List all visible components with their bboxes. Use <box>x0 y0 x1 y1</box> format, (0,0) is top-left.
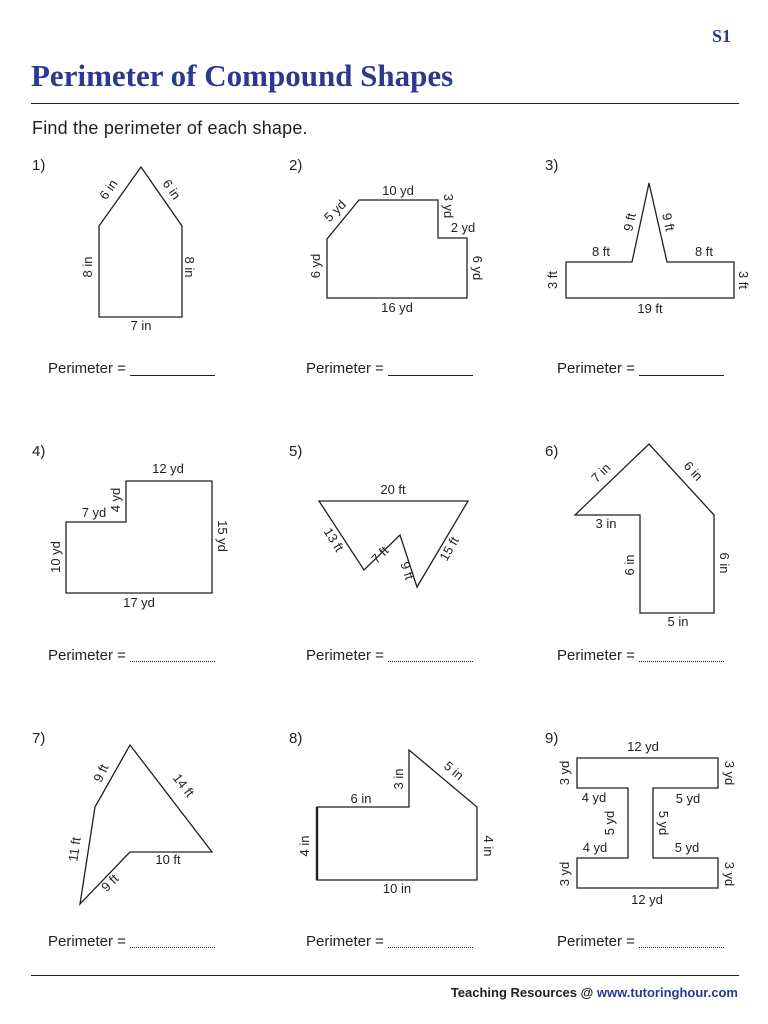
dimension-label: 4 yd <box>108 487 123 513</box>
dimension-label: 6 in <box>680 458 706 484</box>
perimeter-label: Perimeter = <box>557 360 635 377</box>
perimeter-label: Perimeter = <box>48 360 126 377</box>
shape-9 <box>577 758 718 888</box>
dimension-label: 5 yd <box>674 840 700 855</box>
footer-divider <box>31 975 739 976</box>
problem-number: 4) <box>32 443 46 460</box>
dimension-label: 3 yd <box>557 861 572 887</box>
problem-number: 5) <box>289 443 303 460</box>
dimension-label: 9 ft <box>659 211 678 233</box>
dimension-label: 5 yd <box>320 196 349 225</box>
dimension-label: 7 yd <box>81 505 107 520</box>
problem-number: 2) <box>289 157 303 174</box>
perimeter-label: Perimeter = <box>48 933 126 950</box>
dimension-label: 7 in <box>588 460 614 486</box>
dimension-label: 19 ft <box>637 301 663 316</box>
dimension-label: 15 yd <box>215 520 230 552</box>
problem-number: 6) <box>545 443 559 460</box>
problem-number: 3) <box>545 157 559 174</box>
perimeter-label: Perimeter = <box>48 647 126 664</box>
problem-number: 7) <box>32 730 46 747</box>
dimension-label: 6 yd <box>470 255 485 281</box>
dimension-label: 6 in <box>350 791 372 806</box>
dimension-label: 3 yd <box>441 193 456 219</box>
set-code: S1 <box>712 26 732 46</box>
dimension-label: 7 ft <box>368 543 392 567</box>
dimension-label: 7 in <box>130 318 152 333</box>
perimeter-label: Perimeter = <box>306 360 384 377</box>
dimension-label: 8 ft <box>591 244 611 259</box>
dimension-label: 4 yd <box>581 790 607 805</box>
dimension-label: 5 yd <box>656 810 671 836</box>
dimension-label: 5 in <box>441 758 467 784</box>
dimension-label: 3 yd <box>557 760 572 786</box>
dimension-label: 5 in <box>667 614 689 629</box>
footer-prefix: Teaching Resources @ <box>450 985 597 1000</box>
shape-3 <box>566 183 734 298</box>
dimension-label: 9 ft <box>90 761 112 785</box>
dimension-label: 6 in <box>159 176 184 203</box>
dimension-label: 12 yd <box>627 739 659 754</box>
dimension-label: 3 ft <box>736 270 751 290</box>
dimension-label: 13 ft <box>320 524 347 555</box>
dimension-label: 3 in <box>391 768 406 790</box>
dimension-label: 3 yd <box>722 760 737 786</box>
dimension-label: 6 in <box>622 554 637 576</box>
dimension-label: 4 yd <box>582 840 608 855</box>
dimension-label: 6 in <box>717 552 732 574</box>
dimension-label: 3 in <box>595 516 617 531</box>
dimension-label: 12 yd <box>631 892 663 907</box>
dimension-label: 3 ft <box>545 270 560 290</box>
perimeter-label: Perimeter = <box>306 933 384 950</box>
dimension-label: 2 yd <box>450 220 476 235</box>
dimension-label: 9 ft <box>98 871 122 895</box>
shape-4 <box>66 481 212 593</box>
dimension-label: 12 yd <box>152 461 184 476</box>
perimeter-label: Perimeter = <box>557 647 635 664</box>
dimension-label: 4 in <box>481 835 496 857</box>
problem-number: 8) <box>289 730 303 747</box>
dimension-label: 11 ft <box>65 836 84 863</box>
dimension-label: 6 in <box>96 176 121 203</box>
dimension-label: 8 in <box>182 256 197 278</box>
dimension-label: 5 yd <box>602 810 617 836</box>
dimension-label: 4 in <box>297 835 312 857</box>
dimension-label: 16 yd <box>381 300 413 315</box>
dimension-label: 10 ft <box>155 852 181 867</box>
footer-site-link[interactable]: www.tutoringhour.com <box>596 985 738 1000</box>
dimension-label: 15 ft <box>436 534 462 564</box>
dimension-label: 5 yd <box>675 791 701 806</box>
perimeter-label: Perimeter = <box>557 933 635 950</box>
dimension-label: 8 in <box>80 256 95 278</box>
dimension-label: 3 yd <box>722 861 737 887</box>
instructions: Find the perimeter of each shape. <box>32 118 308 138</box>
dimension-label: 10 yd <box>48 541 63 573</box>
dimension-label: 10 in <box>382 881 412 896</box>
dimension-label: 8 ft <box>694 244 714 259</box>
dimension-label: 9 ft <box>620 211 639 233</box>
perimeter-label: Perimeter = <box>306 647 384 664</box>
dimension-label: 9 ft <box>397 559 418 582</box>
dimension-label: 14 ft <box>169 770 198 800</box>
dimension-label: 20 ft <box>380 482 406 497</box>
page-title: Perimeter of Compound Shapes <box>31 58 454 93</box>
dimension-label: 10 yd <box>382 183 414 198</box>
problem-number: 1) <box>32 157 46 174</box>
dimension-label: 6 yd <box>308 253 323 279</box>
dimension-label: 17 yd <box>123 595 155 610</box>
footer <box>451 985 738 1000</box>
problem-number: 9) <box>545 730 559 747</box>
